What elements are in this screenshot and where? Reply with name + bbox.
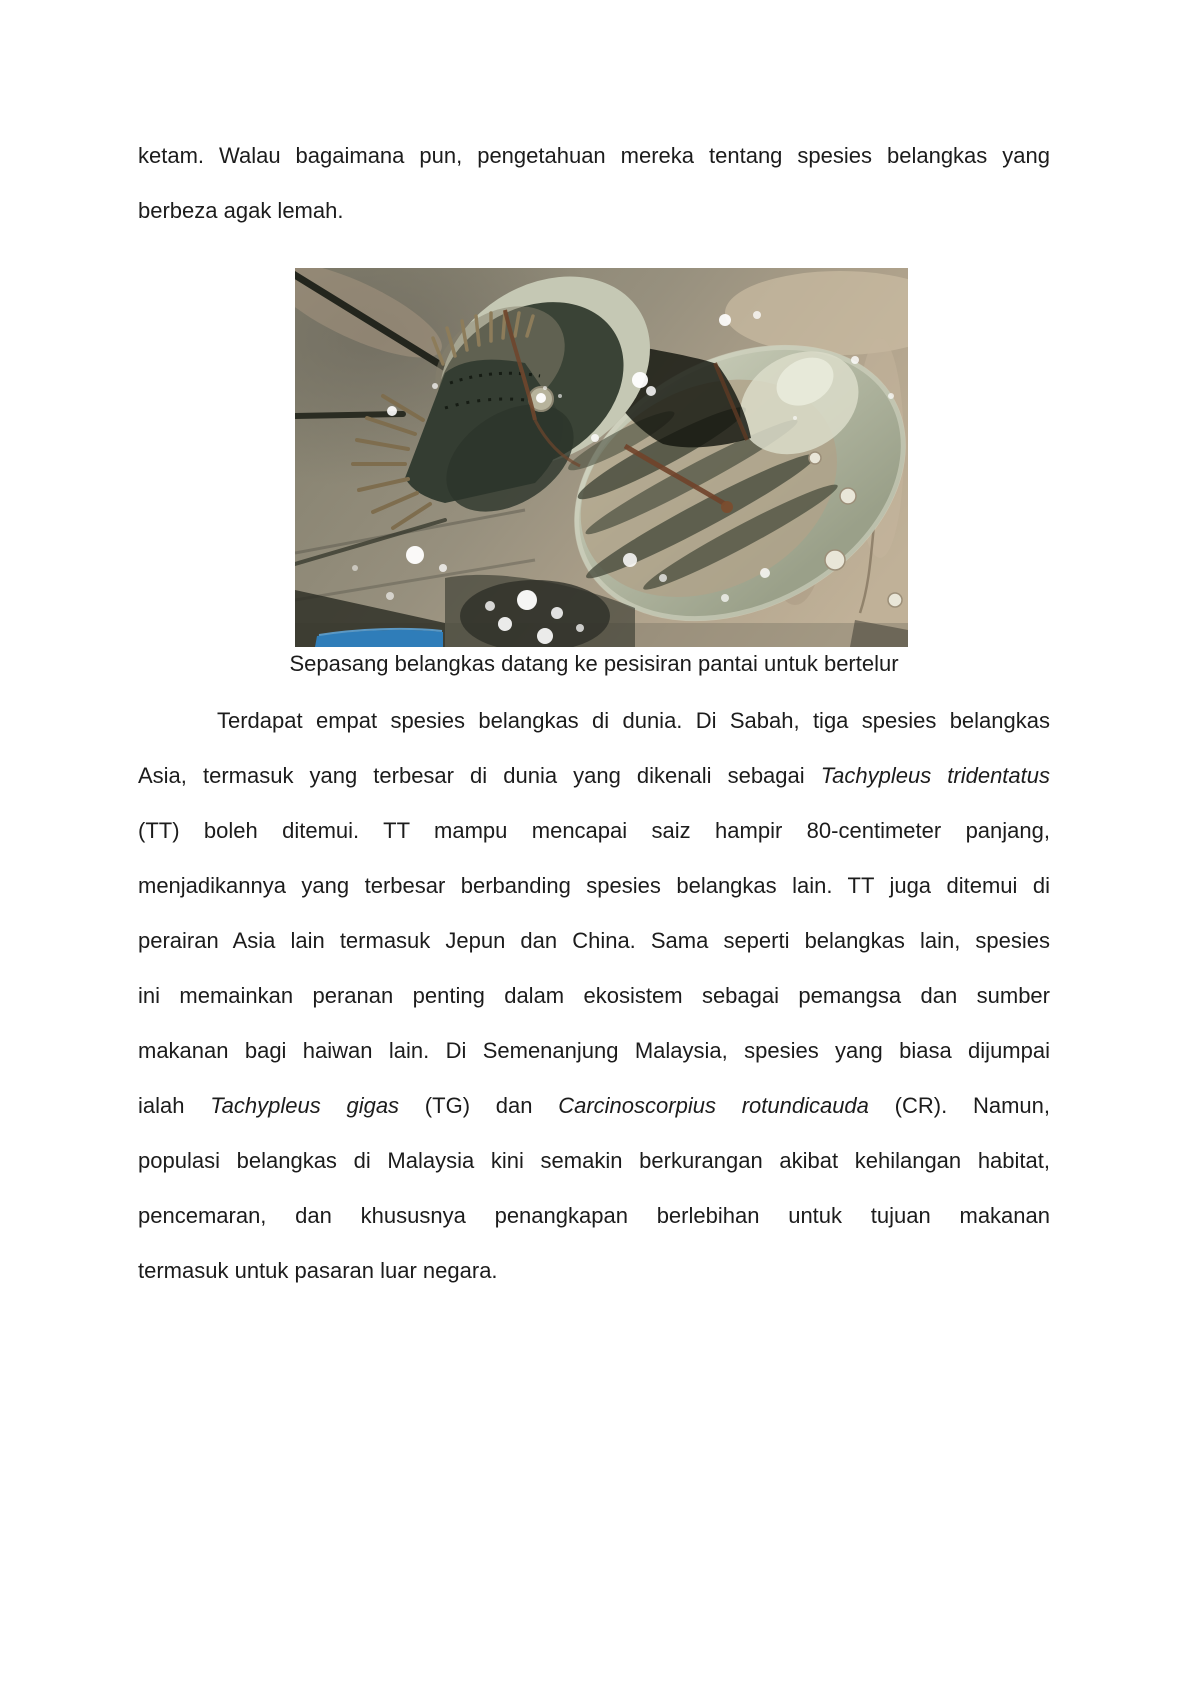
text-line: menjadikannya yang terbesar berbanding spesies belangkas lain. TT juga ditemui di: [138, 873, 1050, 898]
horseshoe-crabs-photo: [295, 268, 908, 647]
text-line: berbeza agak lemah.: [138, 198, 344, 223]
crab-tail-second: [295, 414, 403, 416]
text-line: ini memainkan peranan penting dalam ekosistem sebagai pemangsa dan sumber: [138, 983, 1050, 1008]
text-line: Terdapat empat spesies belangkas di dunia. Di Sabah, tiga spesies belangkas: [217, 708, 1050, 733]
text-line: termasuk untuk pasaran luar negara.: [138, 1258, 498, 1283]
text-line: ketam. Walau bagaimana pun, pengetahuan mereka tentang spesies belangkas yang: [138, 143, 1050, 168]
horseshoe-crabs-photo-illustration: [295, 268, 908, 647]
paragraph-intro: [138, 128, 1050, 238]
text-line: makanan bagi haiwan lain. Di Semenanjung Malaysia, spesies yang biasa dijumpai: [138, 1038, 1050, 1063]
text-line: ialah Tachypleus gigas (TG) dan Carcinoscorpius rotundicauda (CR). Namun,: [138, 1093, 1050, 1118]
text-line: (TT) boleh ditemui. TT mampu mencapai saiz hampir 80-centimeter panjang,: [138, 818, 1050, 843]
paragraph-species: [138, 693, 1050, 1298]
text-line: Asia, termasuk yang terbesar di dunia yang dikenali sebagai Tachypleus tridentatus: [138, 763, 1050, 788]
photo-caption: Sepasang belangkas datang ke pesisiran pantai untuk bertelur: [289, 651, 899, 676]
text-line: perairan Asia lain termasuk Jepun dan China. Sama seperti belangkas lain, spesies: [138, 928, 1050, 953]
text-line: populasi belangkas di Malaysia kini semakin berkurangan akibat kehilangan habitat,: [138, 1148, 1050, 1173]
text-line: pencemaran, dan khususnya penangkapan berlebihan untuk tujuan makanan: [138, 1203, 1050, 1228]
